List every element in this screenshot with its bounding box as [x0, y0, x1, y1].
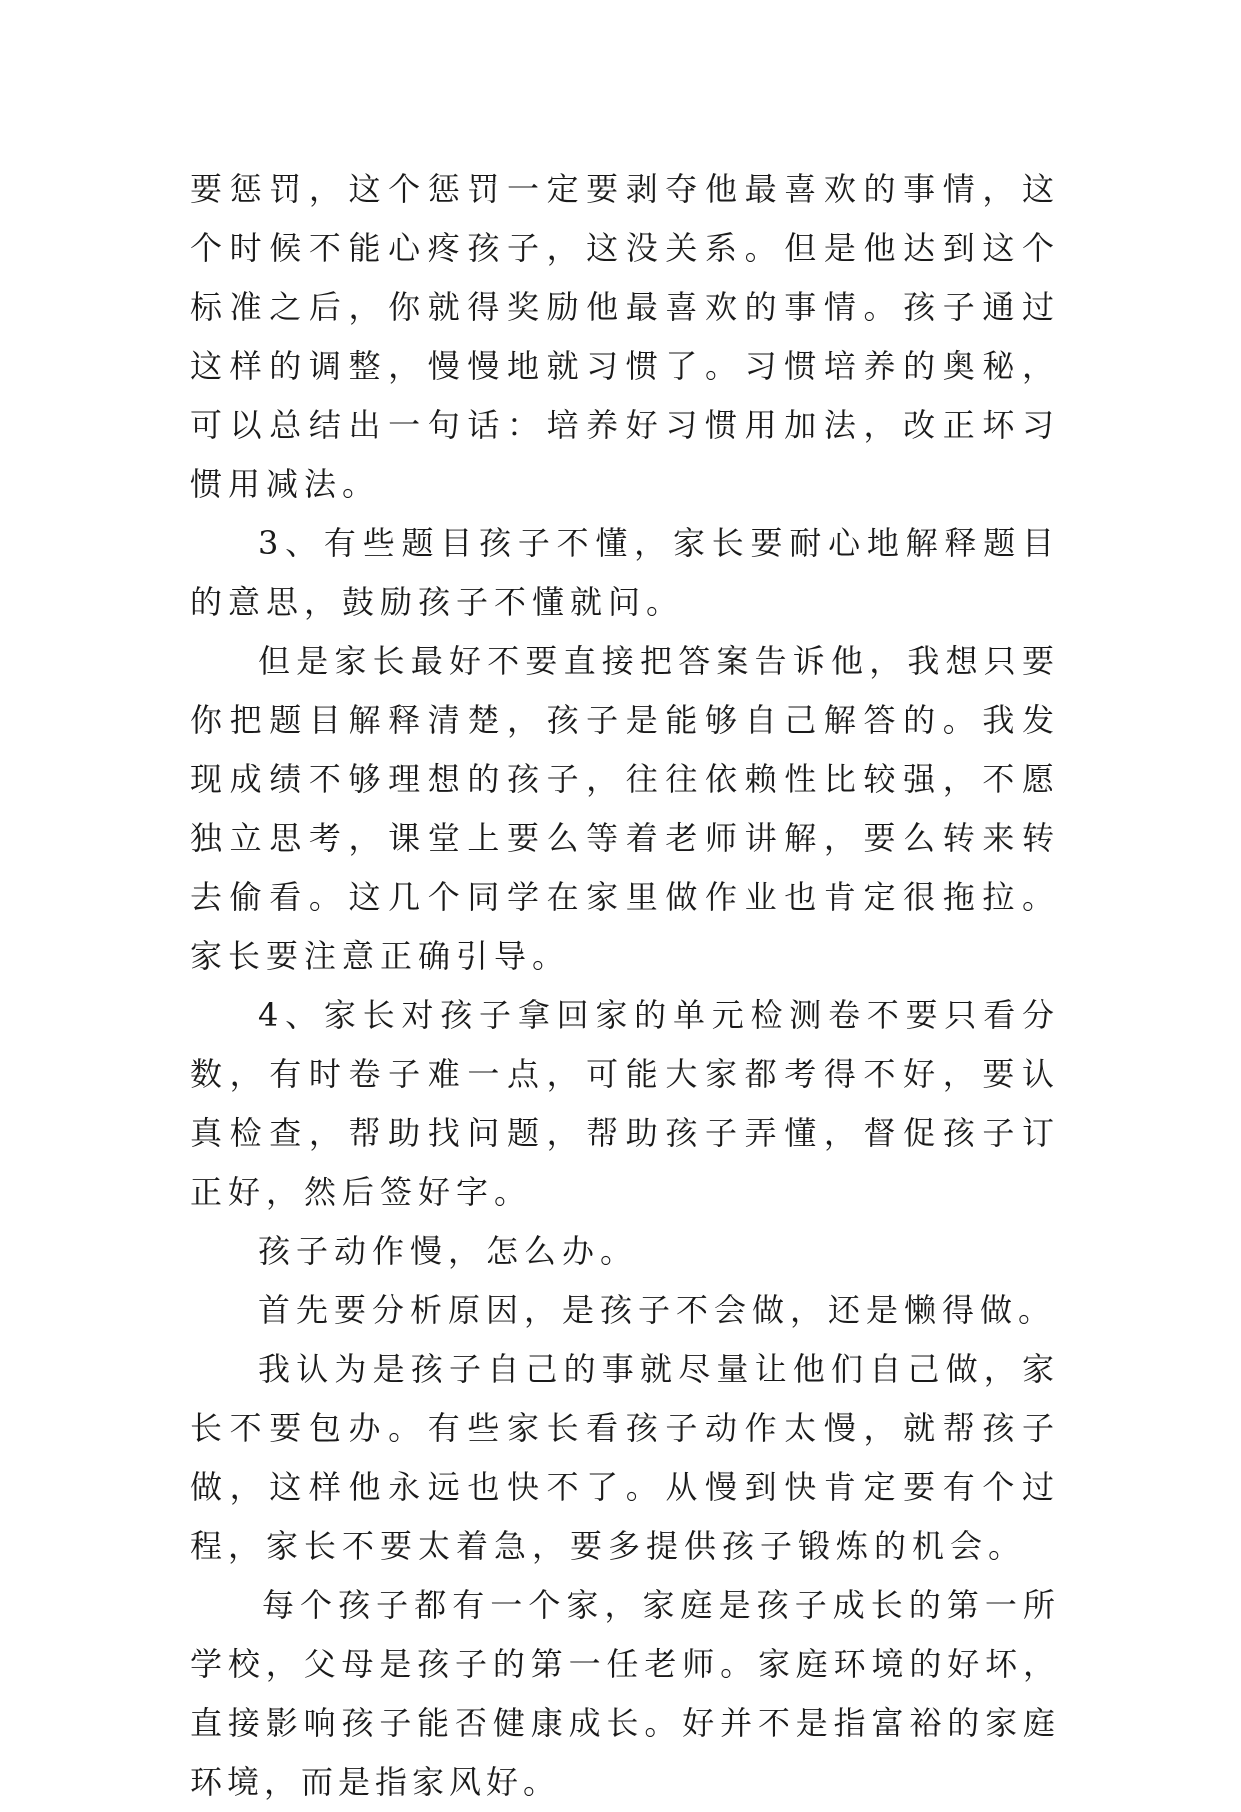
paragraph-let-child-do-it: 我认为是孩子自己的事就尽量让他们自己做，家长不要包办。有些家长看孩子动作太慢，就帮孩子做，这样他永远也快不了。从慢到快肯定要有个过程，家长不要太着急，要多提供孩子锻炼的机会。 — [190, 1350, 1060, 1565]
paragraph-family-first-school: 每个孩子都有一个家，家庭是孩子成长的第一所学校，父母是孩子的第一任老师。家庭环境的好坏，直接影响孩子能否健康成长。好并不是指富裕的家庭环境，而是指家风好。 — [190, 1586, 1060, 1801]
paragraph-point-3: 3、有些题目孩子不懂，家长要耐心地解释题目的意思，鼓励孩子不懂就问。 — [190, 524, 1060, 621]
document-body — [190, 160, 1060, 1812]
paragraph-analyze-reason: 首先要分析原因，是孩子不会做，还是懒得做。 — [258, 1291, 1057, 1329]
paragraph-point-4: 4、家长对孩子拿回家的单元检测卷不要只看分数，有时卷子难一点，可能大家都考得不好，要认真检查，帮助找问题，帮助孩子弄懂，督促孩子订正好，然后签好字。 — [190, 996, 1060, 1211]
paragraph-do-not-give-answers: 但是家长最好不要直接把答案告诉他，我想只要你把题目解释清楚，孩子是能够自己解答的。我发现成绩不够理想的孩子，往往依赖性比较强，不愿独立思考，课堂上要么等着老师讲解，要么转来转去偷看。这几个同学在家里做作业也肯定很拖拉。家长要注意正确引导。 — [190, 642, 1060, 975]
paragraph-punishment-reward: 要惩罚，这个惩罚一定要剥夺他最喜欢的事情，这个时候不能心疼孩子，这没关系。但是他达到这个标准之后，你就得奖励他最喜欢的事情。孩子通过这样的调整，慢慢地就习惯了。习惯培养的奥秘，可以总结出一句话：培养好习惯用加法，改正坏习惯用减法。 — [190, 170, 1060, 503]
paragraph-slow-child-question: 孩子动作慢，怎么办。 — [258, 1232, 639, 1270]
